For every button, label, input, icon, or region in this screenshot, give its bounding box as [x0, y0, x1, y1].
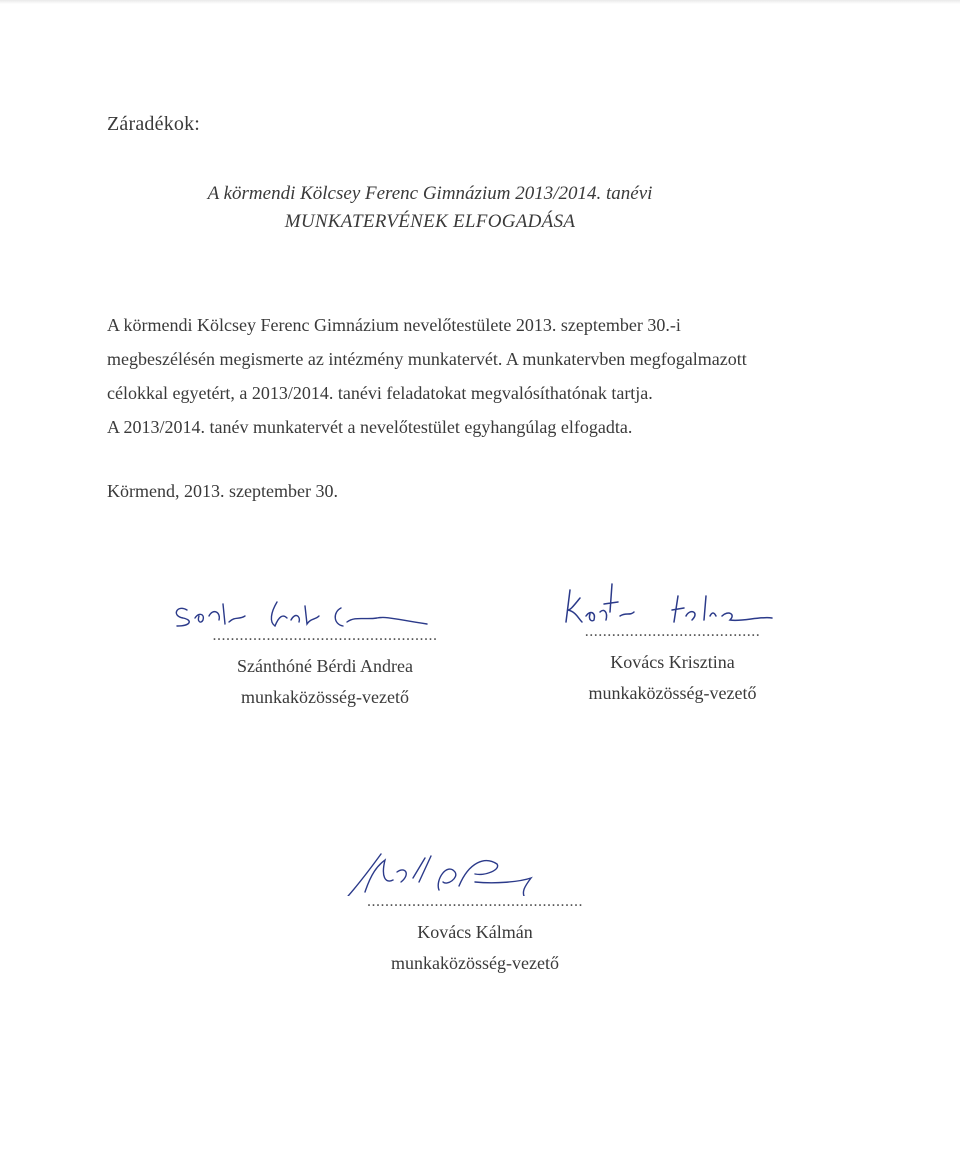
signature-block-kovacs-krisztina — [560, 582, 785, 704]
signature-line: ....................................... — [584, 626, 761, 638]
signature-line: ................................................ — [367, 896, 583, 908]
signer-role: munkaközösség-vezető — [588, 683, 757, 703]
handwritten-signature — [560, 582, 785, 626]
handwritten-signature — [335, 852, 615, 896]
paragraph-line: A 2013/2014. tanév munkatervét a nevelőtestület egyhangúlag elfogadta. — [107, 417, 633, 437]
signature-block-kovacs-kalman — [335, 852, 615, 974]
heading: Záradékok: — [107, 113, 201, 135]
paragraph-line: megbeszélésén megismerte az intézmény munkatervét. A munkatervben megfogalmazott — [107, 349, 747, 369]
place-date: Körmend, 2013. szeptember 30. — [107, 481, 338, 501]
body-paragraph — [107, 308, 807, 444]
title-line-2: MUNKATERVÉNEK ELFOGADÁSA — [284, 211, 576, 232]
handwritten-signature — [165, 586, 485, 630]
signature-block-szanthone — [165, 586, 485, 708]
signer-role: munkaközösség-vezető — [391, 953, 559, 973]
title-line-1: A körmendi Kölcsey Ferenc Gimnázium 2013/2014. tanévi — [207, 183, 653, 204]
signer-role: munkaközösség-vezető — [241, 687, 409, 707]
signer-name: Kovács Kálmán — [417, 922, 533, 942]
signer-name: Szánthóné Bérdi Andrea — [237, 656, 413, 676]
signer-name: Kovács Krisztina — [610, 652, 735, 672]
paragraph-line: célokkal egyetért, a 2013/2014. tanévi feladatokat megvalósíthatónak tartja. — [107, 383, 653, 403]
paragraph-line: A körmendi Kölcsey Ferenc Gimnázium nevelőtestülete 2013. szeptember 30.-i — [107, 315, 681, 335]
scan-edge — [0, 0, 960, 4]
signature-line: .................................................. — [212, 630, 438, 642]
